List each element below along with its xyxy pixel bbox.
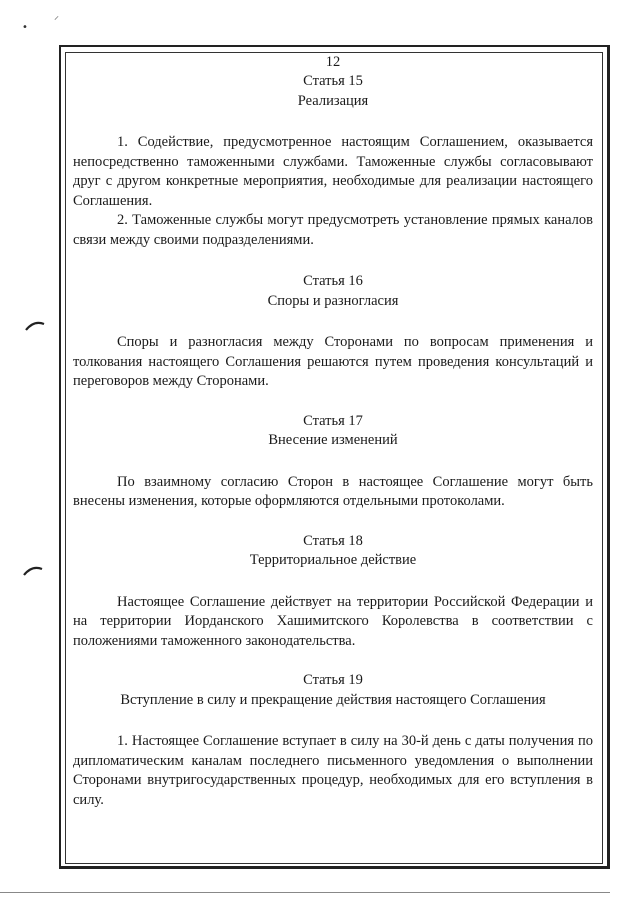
binding-hole-mark-lower: [22, 563, 44, 577]
article-title: Споры и разногласия: [267, 292, 399, 309]
article-heading: Статья 16: [303, 273, 363, 289]
scan-bottom-edge: [0, 892, 610, 893]
article-title: Реализация: [297, 92, 369, 109]
article-title: Внесение изменений: [268, 432, 398, 448]
article-title: Территориальное действие: [249, 552, 417, 568]
scan-dot-mark: •: [22, 22, 28, 33]
article-heading: Статья 15: [303, 73, 363, 89]
binding-hole-mark-upper: [24, 318, 46, 332]
article-heading: Статья 17: [303, 412, 363, 429]
article-title: Вступление в силу и прекращение действия настоящего Соглашения: [120, 691, 546, 708]
article-17: [73, 412, 593, 512]
article-19: [73, 671, 593, 810]
page-number: 12: [325, 54, 341, 70]
article-18: [73, 532, 593, 652]
article-paragraph: 1. Содействие, предусмотренное настоящим Соглашением, оказывается непосредственно таможенными службами. Таможенные службы согласовывают друг с другом конкретные мероприятия, необходимые для реализации настоящего Соглашения.: [73, 134, 593, 209]
article-16: [73, 272, 593, 392]
document-body: [73, 53, 593, 810]
article-heading: Статья 18: [303, 532, 363, 549]
article-paragraph: Споры и разногласия между Сторонами по вопросам применения и толкования настоящего Соглашения решаются путем проведения консультаций и переговоров между Сторонами.: [73, 334, 593, 389]
article-heading: Статья 19: [303, 672, 363, 688]
article-paragraph: 1. Настоящее Соглашение вступает в силу на 30-й день с даты получения по дипломатическим каналам последнего письменного уведомления о выполнении Сторонами внутригосударственных процедур, необходимых для его вступления в силу.: [73, 733, 593, 808]
article-paragraph: Настоящее Соглашение действует на территории Российской Федерации и на территории Иорданского Хашимитского Королевства в соответствии с положениями таможенного законодательства.: [73, 593, 593, 649]
article-15: [73, 72, 593, 250]
article-paragraph: По взаимному согласию Сторон в настоящее Соглашение могут быть внесены изменения, которые оформляются отдельными протоколами.: [73, 473, 593, 509]
scan-tick-mark: ⸝: [54, 11, 59, 22]
article-paragraph: 2. Таможенные службы могут предусмотреть установление прямых каналов связи между своими подразделениями.: [73, 212, 593, 248]
